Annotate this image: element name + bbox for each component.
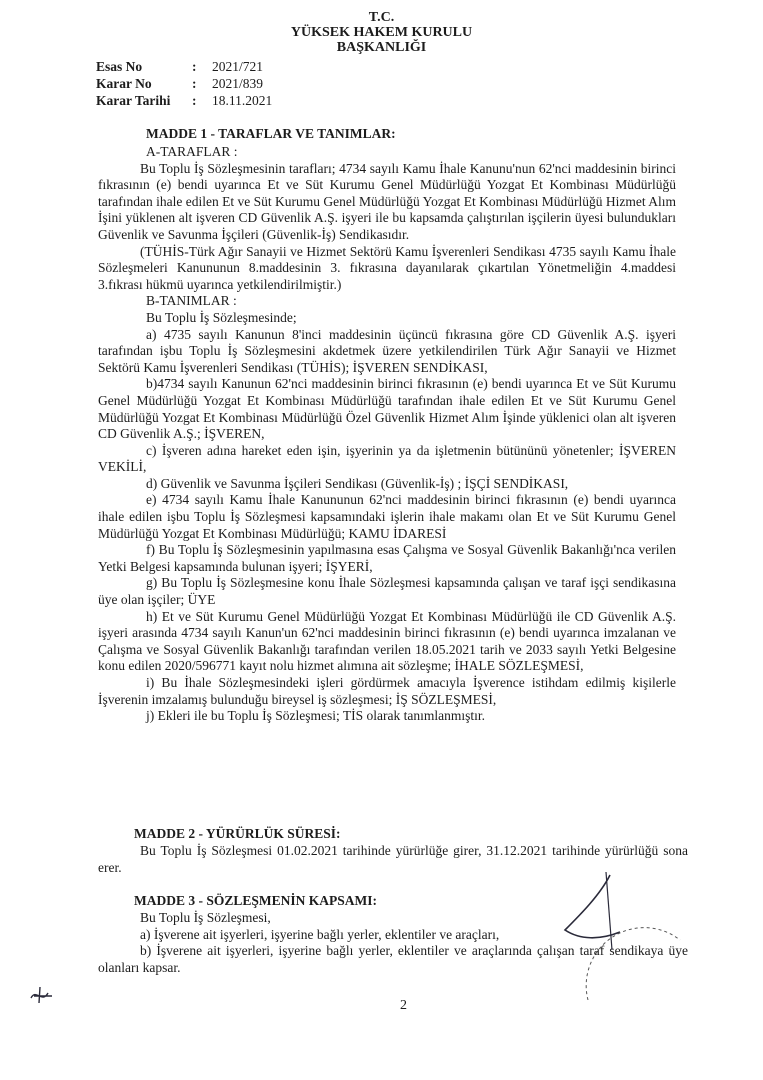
header-department: BAŞKANLIĞI — [336, 40, 427, 55]
definition-d: d) Güvenlik ve Savunma İşçileri Sendikası (Güvenlik-İş) ; İŞÇİ SENDİKASI, — [146, 475, 569, 491]
esas-no-label: Esas No — [96, 59, 143, 74]
madde2-title: MADDE 2 - YÜRÜRLÜK SÜRESİ: — [134, 826, 341, 841]
tanimlar-intro: Bu Toplu İş Sözleşmesinde; — [146, 309, 297, 325]
madde3-intro: Bu Toplu İş Sözleşmesi, — [140, 910, 271, 925]
colon: : — [192, 76, 197, 91]
initial-mark — [28, 984, 58, 1006]
esas-no-row — [96, 58, 272, 75]
case-info — [96, 58, 272, 109]
page-number: 2 — [400, 998, 407, 1013]
colon: : — [192, 59, 197, 74]
definition-j: j) Ekleri ile bu Toplu İş Sözleşmesi; TİS olarak tanımlanmıştır. — [146, 708, 486, 724]
document-header — [0, 10, 763, 55]
definition-a: a) 4735 sayılı Kanunun 8'inci maddesinin üçüncü fıkrasına göre CD Güvenlik A.Ş. işyeri tarafından işbu Toplu İş Sözleşmesini akdetmek üzere yetkilendirilen Türk Ağır Sanayii ve Hizmet Sektörü Kamu İşverenleri Sendikası (TÜHİS); İŞVEREN SENDİKASI, — [98, 326, 676, 375]
header-institution: YÜKSEK HAKEM KURULU — [290, 25, 473, 40]
definition-g: g) Bu Toplu İş Sözleşmesine konu İhale Sözleşmesi kapsamında çalışan ve taraf işçi sendikasına üye olan işçiler; ÜYE — [98, 575, 676, 608]
madde3-item-b: b) İşverene ait işyerleri, işyerine bağlı yerler, eklentiler ve araçlarında çalışan taraf sendikaya üye olanları kapsar. — [98, 943, 688, 975]
karar-tarihi-value: 18.11.2021 — [212, 93, 273, 108]
karar-no-label: Karar No — [96, 76, 152, 91]
definition-e: e) 4734 sayılı Kamu İhale Kanununun 62'nci maddesinin birinci fıkrasının (e) bendi uyarınca ihale edilen işbu Toplu İş Sözleşmesi kapsamındaki işlerin ihale makamı olan Et ve Süt Kurumu Genel Müdürlüğü Yozgat Et Kombinası Müdürlüğü; KAMU İDARESİ — [98, 492, 676, 541]
tuhis-note: (TÜHİS-Türk Ağır Sanayii ve Hizmet Sektörü Kamu İşverenleri Sendikası 4735 sayılı Kamu İhale Sözleşmeleri Kanununun 8.maddesinin 3. fıkrasına dayanılarak çıkartılan Yönetmeliğin 4.maddesi 3.fıkrası hükmü uyarınca yetkilendirilmiştir.) — [98, 243, 676, 292]
signature-stamp — [540, 870, 690, 1000]
madde3-item-a: a) İşverene ait işyerleri, işyerine bağlı yerler, eklentiler ve araçları, — [140, 926, 500, 942]
madde1-body — [98, 144, 676, 725]
tanimlar-heading: B-TANIMLAR : — [146, 293, 237, 309]
signature-stroke — [606, 872, 612, 950]
taraflar-heading: A-TARAFLAR : — [146, 144, 238, 159]
signature-stroke — [565, 875, 620, 938]
madde3-title: MADDE 3 - SÖZLEŞMENİN KAPSAMI: — [134, 893, 378, 908]
definition-h: h) Et ve Süt Kurumu Genel Müdürlüğü Yozgat Et Kombinası Müdürlüğü ile CD Güvenlik A.Ş. işyeri arasında 4734 sayılı Kanun'un 62'nci maddesinin birinci fıkrasının (e) bendi uyarınca imzalanan ve Çalışma ve Sosyal Güvenlik Bakanlığı tarafından verilen 18.05.2021 tarih ve 2033 sayılı Yetki Belgesine konu edilen 2020/596771 kayıt nolu hizmet alımına ait sözleşme; İHALE SÖZLEŞMESİ, — [98, 608, 676, 674]
madde1-title: MADDE 1 - TARAFLAR VE TANIMLAR: — [146, 126, 396, 141]
definition-f: f) Bu Toplu İş Sözleşmesinin yapılmasına esas Çalışma ve Sosyal Güvenlik Bakanlığı'nca verilen Yetki Belgesi kapsamında bulunan işyeri; İŞYERİ, — [98, 542, 676, 574]
header-tc: T.C. — [368, 10, 395, 25]
madde2-text: Bu Toplu İş Sözleşmesi 01.02.2021 tarihinde yürürlüğe girer, 31.12.2021 tarihinde yürürlüğü sona erer. — [98, 843, 688, 875]
definition-b: b)4734 sayılı Kanunun 62'nci maddesinin birinci fıkrasının (e) bendi uyarınca Et ve Süt Kurumu Genel Müdürlüğü Yozgat Et Kombinası Müdürlüğü tarafından ihale edilen Et ve Süt Kurumu Genel Müdürlüğü Yozgat Et Kombinası Müdürlüğü Özel Güvenlik Hizmet Alım İşinde yüklenici olan alt işveren CD Güvenlik A.Ş.; İŞVEREN, — [98, 376, 676, 442]
esas-no-value: 2021/721 — [212, 59, 264, 74]
karar-tarihi-label: Karar Tarihi — [96, 93, 171, 108]
definition-c: c) İşveren adına hareket eden işin, işyerinin ya da işletmenin bütününü yönetenler; İŞVEREN VEKİLİ, — [98, 442, 676, 475]
definition-i: i) Bu İhale Sözleşmesindeki işleri gördürmek amacıyla İşverence istihdam edilmiş kişilerle İşverenin imzalamış bulunduğu bireysel iş sözleşmesi; İŞ SÖZLEŞMESİ, — [98, 675, 676, 707]
initial-stroke — [31, 987, 52, 1003]
karar-tarihi-row — [96, 92, 272, 109]
karar-no-row — [96, 75, 272, 92]
colon: : — [192, 93, 197, 108]
stamp-arc — [586, 928, 680, 1000]
taraflar-paragraph: Bu Toplu İş Sözleşmesinin tarafları; 4734 sayılı Kamu İhale Kanunu'nun 62'nci maddesinin birinci fıkrasının (e) bendi uyarınca Et ve Süt Kurumu Genel Müdürlüğü Yozgat Et Kombinası Müdürlüğü tarafından ihale edilen Et ve Süt Kurumu Genel Müdürlüğü Yozgat Et Kombinası Müdürlüğü Hizmet Alım İşini yüklenen alt işveren CD Güvenlik A.Ş. işyeri ile bu kapsamda çalıştırılan işçilerin üyesi bulundukları Güvenlik ve Savunma İşçileri (Güvenlik-İş) Sendikasıdır. — [98, 160, 676, 242]
karar-no-value: 2021/839 — [212, 76, 264, 91]
